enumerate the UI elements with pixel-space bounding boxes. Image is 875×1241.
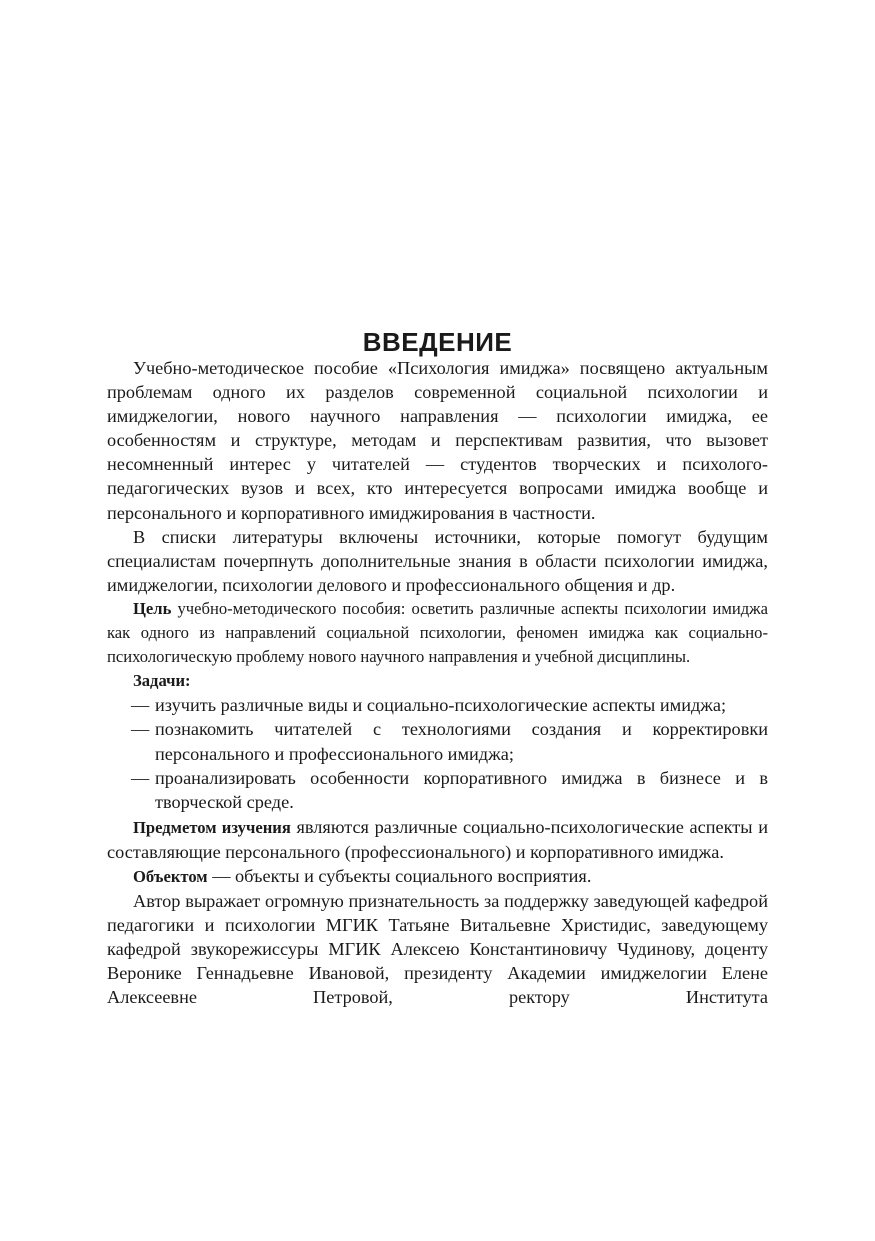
task-text: проанализировать особенности корпоративного имиджа в бизнесе и в творческой среде.	[155, 767, 768, 812]
goal-label: Цель	[133, 598, 172, 618]
paragraph-object	[107, 864, 768, 889]
task-text: познакомить читателей с технологиями создания и корректировки персонального и профессионального имиджа;	[155, 719, 768, 764]
paragraph-acknowledgement: Автор выражает огромную признательность за поддержку заведующей кафедрой педагогики и психологии МГИК Татьяне Витальевне Христидис, заведующему кафедрой звукорежиссуры МГИК Алексею Константиновичу Чудинову, доценту Веронике Геннадьевне Ивановой, президенту Академии имиджелогии Елене Алексеевне Петровой, ректору Института	[107, 891, 768, 1008]
subject-text: являются различные социально-психологические аспекты и составляющие персонального (профессионального) и корпоративного имиджа.	[107, 816, 768, 862]
dash-marker: —	[131, 767, 150, 788]
paragraph-subject	[107, 815, 768, 864]
paragraph-intro: Учебно-методическое пособие «Психология имиджа» посвящено актуальным проблемам одного их разделов современной социальной психологии и имиджелогии, нового научного направления — психологии имиджа, ее особенностям и структуре, методам и перспективам развития, что вызовет несомненный интерес у читателей — студентов творческих и психолого-педагогических вузов и всех, кто интересуется вопросами имиджа вообще и персонального и корпоративного имиджирования в частности.	[107, 358, 768, 523]
goal-text: учебно-методического пособия: осветить различные аспекты психологии имиджа как одного из направлений социальной психологии, феномен имиджа как социально-психологическую проблему нового научного направления и учебной дисциплины.	[107, 598, 769, 667]
paragraph-literature: В списки литературы включены источники, которые помогут будущим специалистам почерпнуть дополнительные знания в области психологии имиджа, имиджелогии, психологии делового и профессионального общения и др.	[107, 526, 768, 595]
list-item	[107, 766, 768, 814]
list-item	[107, 693, 768, 717]
subject-label: Предметом изучения	[133, 817, 291, 837]
page-title: ВВЕДЕНИЕ	[362, 327, 513, 358]
object-text: — объекты и субъекты социального восприятия.	[212, 865, 592, 886]
body-text	[107, 356, 768, 1010]
tasks-heading: Задачи:	[133, 671, 191, 691]
list-item	[107, 717, 768, 765]
object-label: Объектом	[133, 866, 208, 886]
task-text: изучить различные виды и социально-психологические аспекты имиджа;	[155, 695, 727, 716]
dash-marker: —	[131, 695, 150, 716]
task-list	[107, 693, 768, 813]
dash-marker: —	[131, 719, 150, 740]
paragraph-goal	[107, 597, 768, 669]
